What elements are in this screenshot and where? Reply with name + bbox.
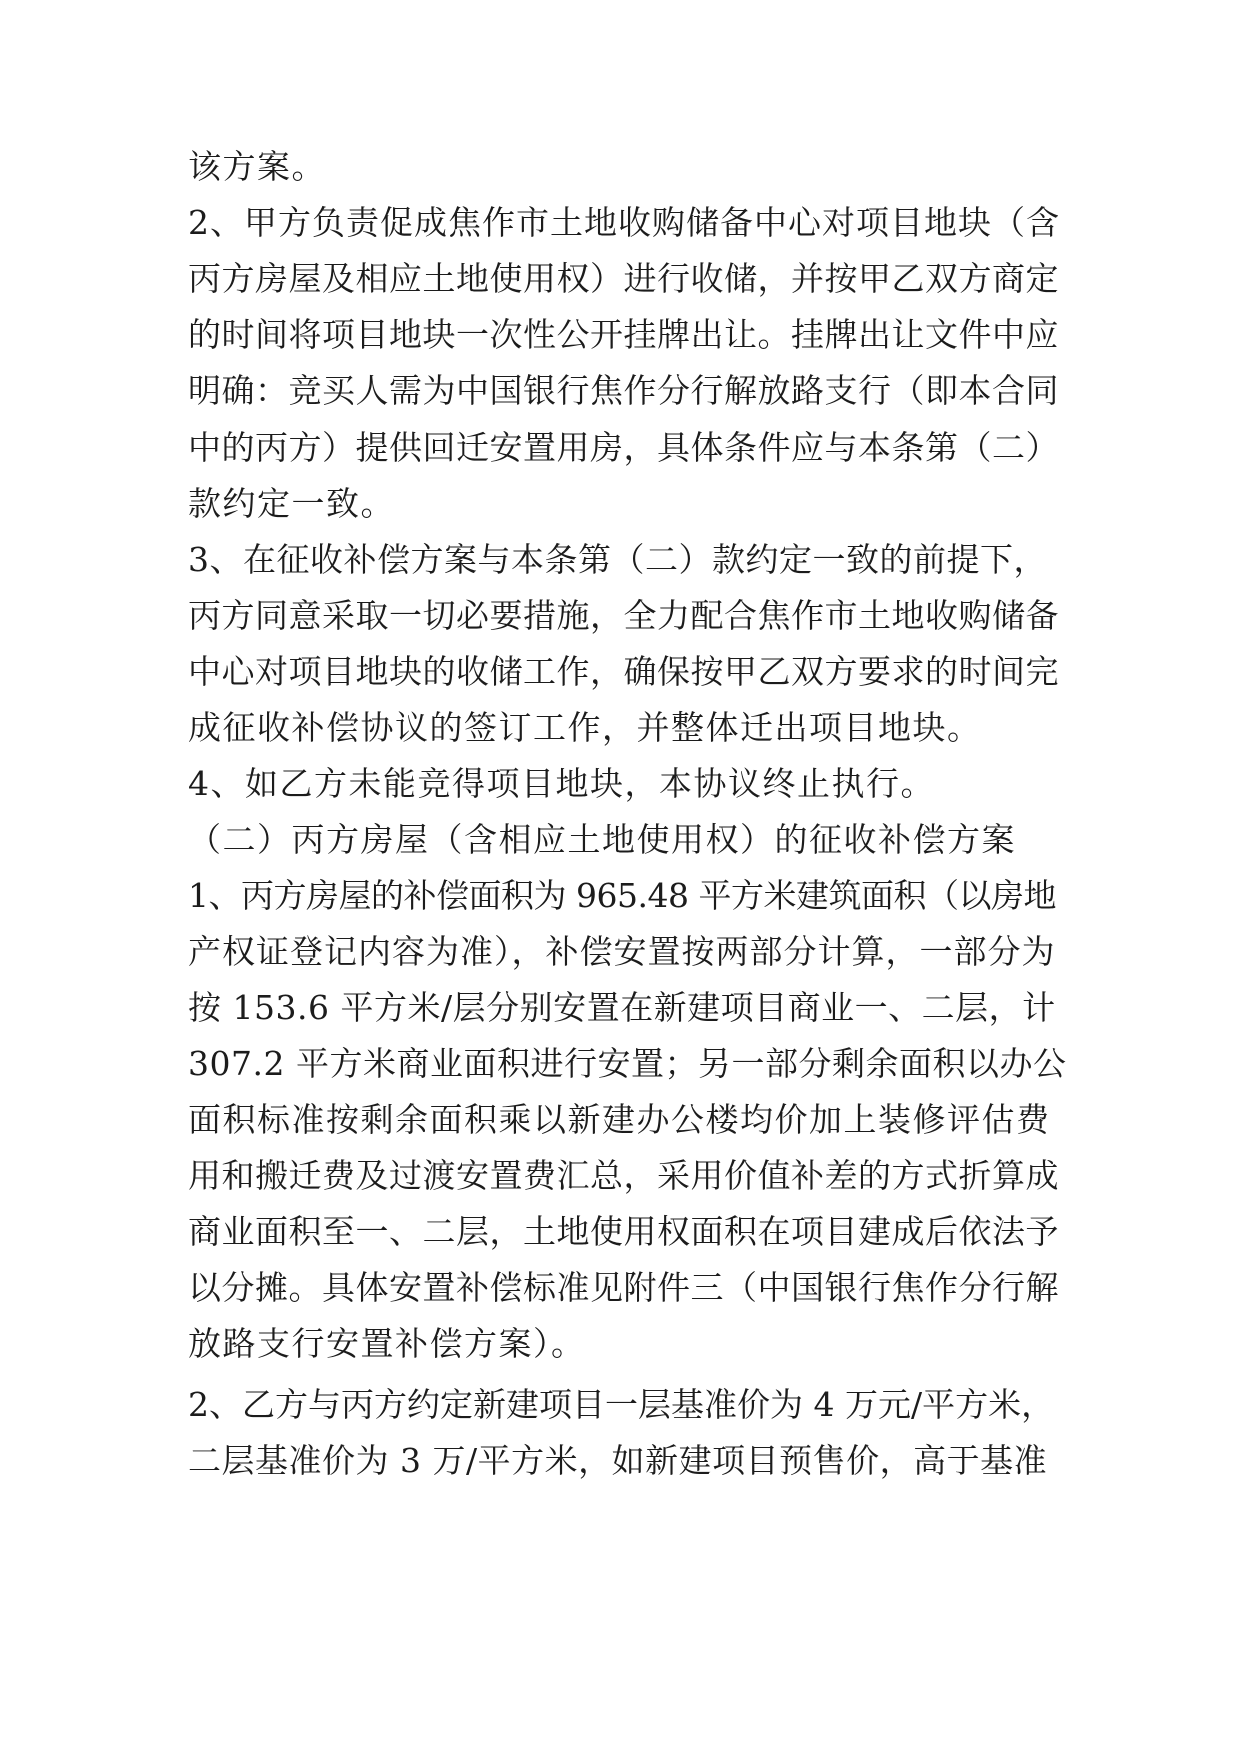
text-line: 中的丙方）提供回迁安置用房，具体条件应与本条第（二） <box>188 428 1059 467</box>
text-line: 丙方同意采取一切必要措施，全力配合焦作市土地收购储备 <box>188 596 1059 635</box>
text-line: 产权证登记内容为准），补偿安置按两部分计算，一部分为 <box>188 932 1056 971</box>
text-line: 明确：竞买人需为中国银行焦作分行解放路支行（即本合同 <box>188 371 1059 410</box>
text-line: 商业面积至一、二层，土地使用权面积在项目建成后依法予 <box>188 1212 1059 1251</box>
section-heading: （二）丙方房屋（含相应土地使用权）的征收补偿方案 <box>188 820 1016 859</box>
text-line: 2、甲方负责促成焦作市土地收购储备中心对项目地块（含 <box>188 203 1060 242</box>
text-line: 面积标准按剩余面积乘以新建办公楼均价加上装修评估费 <box>188 1100 1051 1139</box>
text-line: 1、丙方房屋的补偿面积为 965.48 平方米建筑面积（以房地 <box>188 876 1056 915</box>
text-line: 用和搬迁费及过渡安置费汇总，采用价值补差的方式折算成 <box>188 1156 1059 1195</box>
text-line: 按 153.6 平方米/层分别安置在新建项目商业一、二层，计 <box>188 988 1056 1027</box>
text-line: 4、如乙方未能竞得项目地块，本协议终止执行。 <box>188 764 935 803</box>
text-line: 的时间将项目地块一次性公开挂牌出让。挂牌出让文件中应 <box>188 315 1059 354</box>
text-line: 成征收补偿协议的签订工作，并整体迁出项目地块。 <box>188 708 982 747</box>
text-line: 3、在征收补偿方案与本条第（二）款约定一致的前提下， <box>188 540 1047 579</box>
text-line: 丙方房屋及相应土地使用权）进行收储，并按甲乙双方商定 <box>188 259 1059 298</box>
text-line: 放路支行安置补偿方案）。 <box>188 1324 586 1363</box>
text-line: 2、乙方与丙方约定新建项目一层基准价为 4 万元/平方米， <box>188 1385 1055 1424</box>
text-line: 307.2 平方米商业面积进行安置；另一部分剩余面积以办公 <box>188 1044 1067 1083</box>
text-line: 款约定一致。 <box>188 484 395 523</box>
text-line: 该方案。 <box>188 147 326 186</box>
text-line: 二层基准价为 3 万/平方米，如新建项目预售价，高于基准 <box>188 1441 1048 1480</box>
text-line: 中心对项目地块的收储工作，确保按甲乙双方要求的时间完 <box>188 652 1059 691</box>
text-line: 以分摊。具体安置补偿标准见附件三（中国银行焦作分行解 <box>188 1268 1059 1307</box>
